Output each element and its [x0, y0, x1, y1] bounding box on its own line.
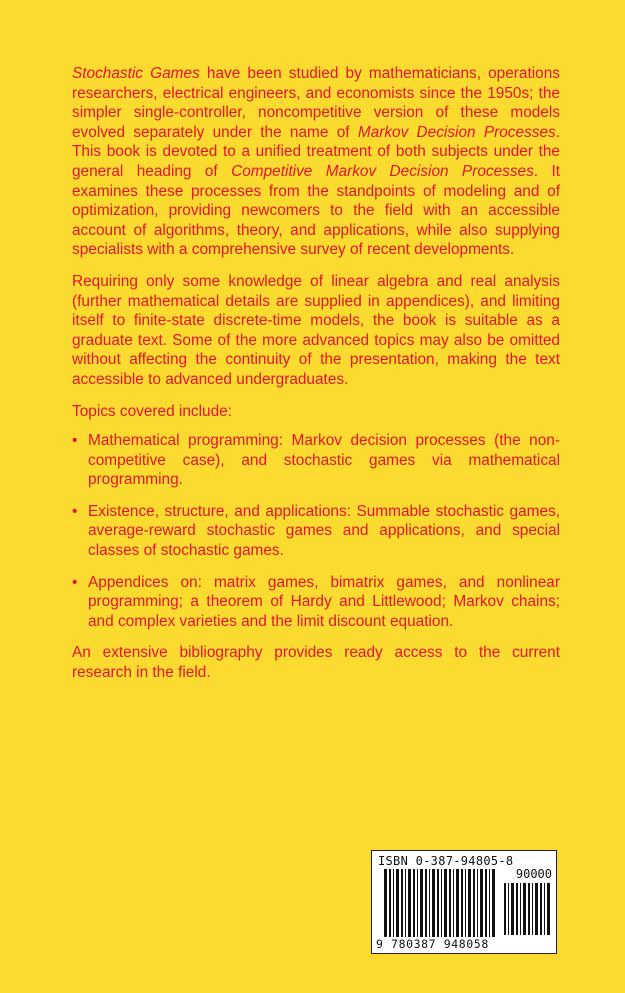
- ean-number: 9 780387 948058: [376, 937, 489, 951]
- bullet-icon: •: [72, 573, 78, 591]
- intro-paragraph: Stochastic Games have been studied by mathematicians, operations researchers, electrical engineers, and economists since the 1950s; the simpler single-controller, noncompetitive version of these models evolved separately under the name of Markov Decision Processes. This book is devoted to a unified treatment of both subjects under the general heading of Competitive Markov Decision Processes. It examines these processes from the standpoints of modeling and of optimization, providing newcomers to the field with an accessible account of algorithms, theory, and applications, while also supplying specialists with a comprehensive survey of recent developments.: [72, 65, 560, 259]
- topics-list: [72, 431, 560, 631]
- topic-item: • Mathematical programming: Markov decision processes (the non-competitive case), and stochastic games via mathematical programming.: [72, 432, 560, 489]
- requirements-paragraph: Requiring only some knowledge of linear algebra and real analysis (further mathematical details are supplied in appendices), and limiting itself to finite-state discrete-time models, the book is suitable as a graduate text. Some of the more advanced topics may also be omitted without affecting the continuity of the presentation, making the text accessible to advanced undergraduates.: [72, 272, 560, 388]
- price-code: 90000: [515, 867, 552, 881]
- topic-item: • Appendices on: matrix games, bimatrix games, and nonlinear programming; a theorem of Hardy and Littlewood; Markov chains; and complex varieties and the limit discount equation.: [72, 573, 560, 630]
- isbn-number: ISBN 0-387-94805-8: [378, 854, 514, 868]
- bullet-icon: •: [72, 432, 78, 450]
- bullet-icon: •: [72, 502, 78, 520]
- topics-heading: Topics covered include:: [72, 402, 232, 420]
- addon-barcode-icon: [504, 883, 552, 935]
- isbn-barcode: [371, 850, 557, 954]
- closing-paragraph: An extensive bibliography provides ready access to the current research in the field.: [72, 644, 560, 682]
- description: [72, 64, 560, 695]
- topic-item: • Existence, structure, and applications: Summable stochastic games, average-reward stochastic games and applications, and special classes of stochastic games.: [72, 502, 560, 560]
- barcode-icon: [384, 869, 496, 937]
